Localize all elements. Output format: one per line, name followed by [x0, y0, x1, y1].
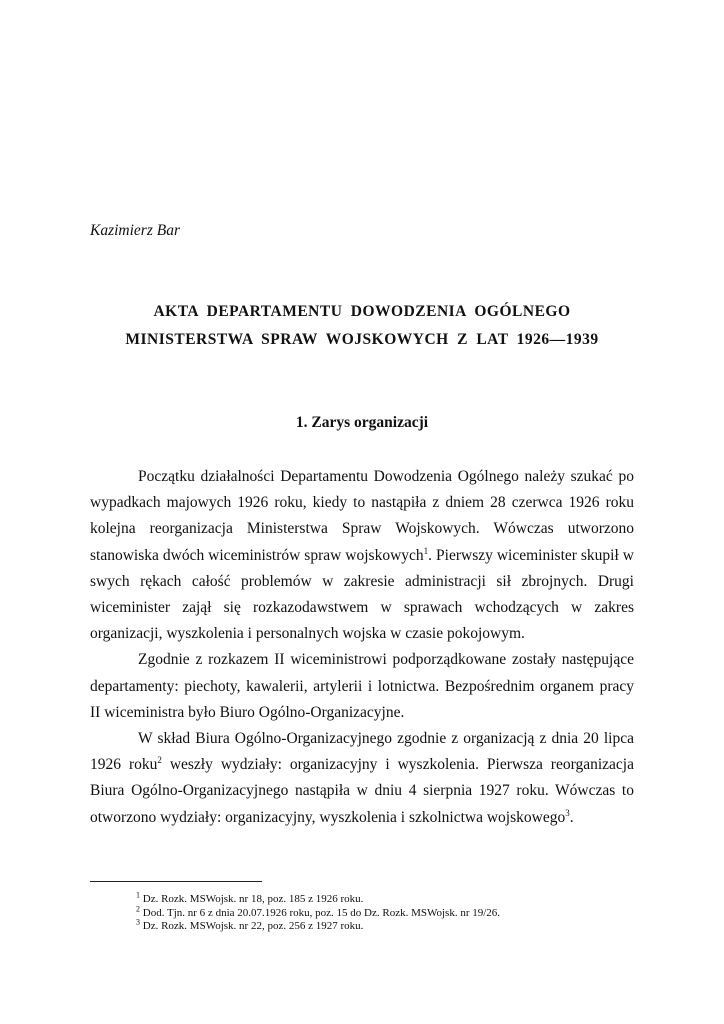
paragraph-2: Zgodnie z rozkazem II wiceministrowi podporządkowane zostały następujące departamenty: piechoty, kawalerii, artylerii i lotnictwa. Bezpośrednim organem pracy II wiceministra było Biuro Ogólno-Organizacyjne. [90, 651, 634, 721]
footnote-separator [90, 881, 262, 882]
footnotes [136, 890, 501, 934]
footnote-ref-3: 3 [565, 807, 570, 818]
paragraph-3 [90, 726, 634, 831]
footnote-ref-1: 1 [423, 545, 429, 556]
footnote-2-text: Dod. Tjn. nr 6 z dnia 20.07.1926 roku, poz. 15 do Dz. Rozk. MSWojsk. nr 19/26. [140, 906, 501, 919]
paragraph-1 [90, 464, 634, 647]
paragraph-1-text-b: . Pierwszy wiceminister skupił w swych rękach całość problemów w zakresie administracji sił zbrojnych. Drugi wiceminister zajął się rozkazodawstwem w sprawach wchodzących w zakres organizacji, wyszkolenia i personalnych wojska w czasie pokojowym. [90, 546, 634, 643]
author-name: Kazimierz Bar [90, 222, 180, 239]
paragraph-1-text-a: Początku działalności Departamentu Dowodzenia Ogólnego należy szukać po wypadkach majowych 1926 roku, kiedy to nastąpiła z dniem 28 czerwca 1926 roku kolejna reorganizacja Ministerstwa Spraw Wojskowych. Wówczas utworzono stanowiska dwóch wiceministrów spraw wojskowych [90, 468, 634, 564]
paragraph-3-text-c: . [569, 808, 574, 826]
paragraph-3-text-a: W skład Biura Ogólno-Organizacyjnego zgodnie z organizacją z dnia 20 lipca 1926 roku [90, 730, 634, 774]
footnote-2 [136, 903, 501, 921]
footnote-1 [136, 890, 500, 907]
paragraph-3-text-b: weszły wydziały: organizacyjny i wyszkolenia. Pierwsza reorganizacja Biura Ogólno-Organizacyjnego nastąpiła w dniu 4 sierpnia 1927 roku. Wówczas to otworzono wydziały: organizacyjny, wyszkolenia i szkolnictwa wojskowego [90, 756, 634, 826]
footnote-2-number: 2 [136, 903, 140, 913]
footnote-ref-2: 2 [157, 755, 162, 766]
title-line-2: MINISTERSTWA SPRAW WOJSKOWYCH Z LAT 1926—1939 [125, 331, 599, 348]
footnote-1-number: 1 [136, 890, 140, 900]
footnote-1-text: Dz. Rozk. MSWojsk. nr 18, poz. 185 z 1926 roku. [140, 893, 364, 905]
section-heading: 1. Zarys organizacji [295, 414, 429, 431]
footnote-3-text: Dz. Rozk. MSWojsk. nr 22, poz. 256 z 1927 roku. [140, 920, 364, 933]
footnote-3 [136, 917, 500, 934]
title-line-1: AKTA DEPARTAMENTU DOWODZENIA OGÓLNEGO [153, 303, 571, 320]
body-text [90, 464, 634, 831]
footnote-3-number: 3 [136, 917, 140, 927]
